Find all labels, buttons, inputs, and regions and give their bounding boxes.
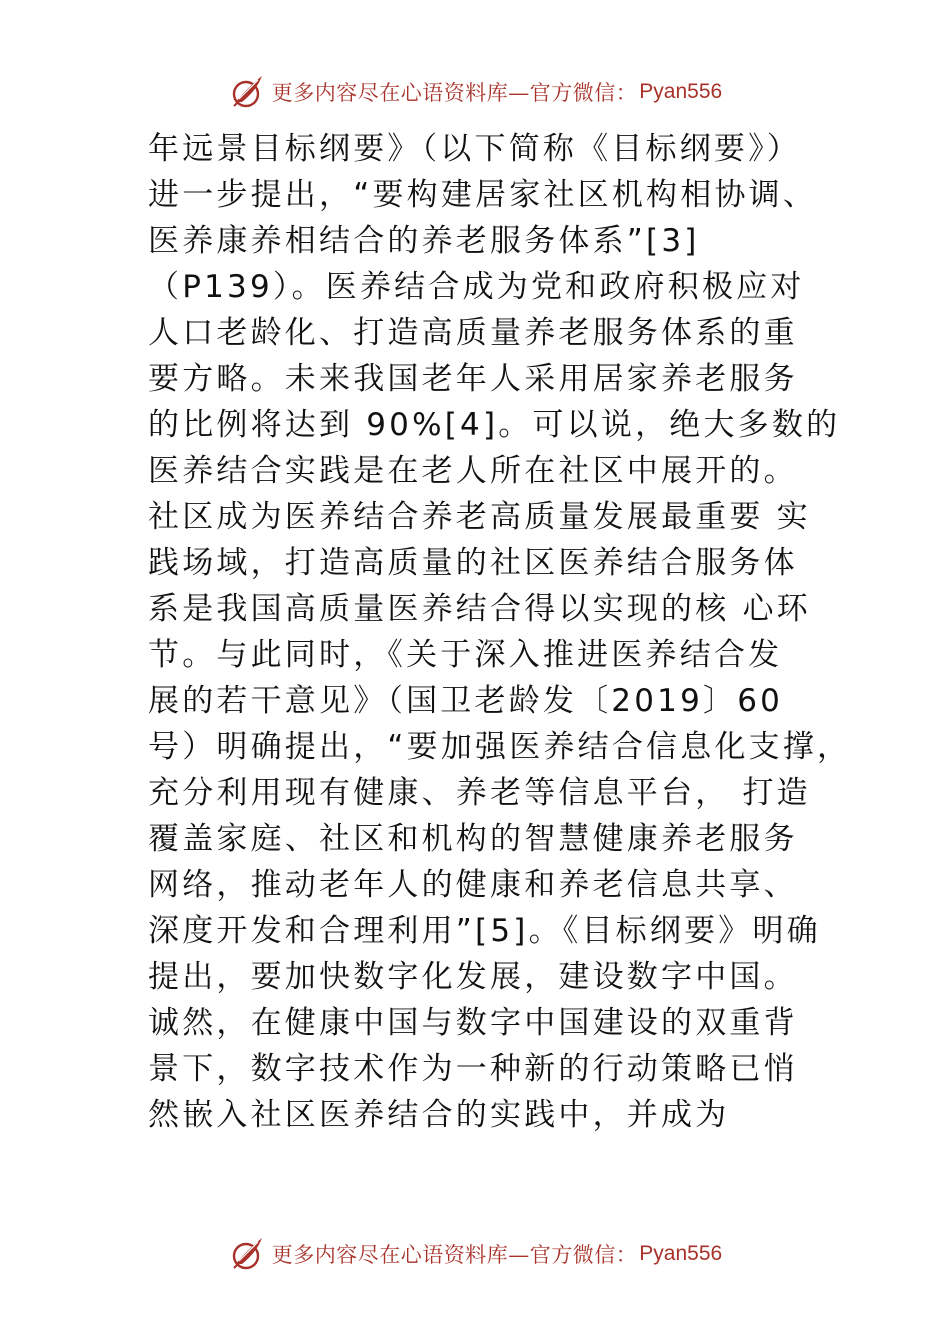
text-line: 景下，数字技术作为一种新的行动策略已悄 xyxy=(148,1051,798,1087)
text-line: 要方略。未来我国老年人采用居家养老服务 xyxy=(148,361,798,397)
text-line: 诚然，在健康中国与数字中国建设的双重背 xyxy=(148,1005,798,1041)
text-line: 深度开发和合理利用”[5]。《目标纲要》明确 xyxy=(148,913,821,949)
text-line: 人口老龄化、打造高质量养老服务体系的重 xyxy=(148,315,798,351)
quill-pen-logo-icon xyxy=(228,1234,268,1274)
quill-pen-logo-icon xyxy=(228,72,268,112)
footer-banner-text: 更多内容尽在心语资料库—官方微信： xyxy=(271,1243,638,1267)
text-line: 提出，要加快数字化发展，建设数字中国。 xyxy=(148,959,798,995)
footer-banner xyxy=(0,1232,950,1276)
body-paragraph xyxy=(148,126,852,1138)
text-line: 网络，推动老年人的健康和养老信息共享、 xyxy=(148,867,798,903)
header-banner-text: 更多内容尽在心语资料库—官方微信： xyxy=(271,81,638,105)
footer-wechat-id: Pyan556 xyxy=(639,1242,723,1265)
text-line: 号）明确提出，“要加强医养结合信息化支撑， xyxy=(148,729,852,765)
header-banner xyxy=(0,70,950,114)
text-line: 社区成为医养结合养老高质量发展最重要 实 xyxy=(148,499,811,535)
text-line: 覆盖家庭、社区和机构的智慧健康养老服务 xyxy=(148,821,798,857)
text-line: （P139）。医养结合成为党和政府积极应对 xyxy=(148,269,805,305)
text-line: 医养结合实践是在老人所在社区中展开的。 xyxy=(148,453,798,489)
text-line: 然嵌入社区医养结合的实践中，并成为 xyxy=(148,1097,730,1133)
text-line: 践场域，打造高质量的社区医养结合服务体 xyxy=(148,545,798,581)
text-line: 的比例将达到 90%[4]。可以说，绝大多数的 xyxy=(148,407,841,443)
text-line: 进一步提出，“要构建居家社区机构相协调、 xyxy=(148,177,818,213)
text-line: 展的若干意见》（国卫老龄发〔2019〕60 xyxy=(148,683,784,719)
text-line: 节。与此同时，《关于深入推进医养结合发 xyxy=(148,637,783,673)
text-line: 年远景目标纲要》（以下简称《目标纲要》） xyxy=(148,131,801,167)
text-line: 系是我国高质量医养结合得以实现的核 心环 xyxy=(148,591,811,627)
header-wechat-id: Pyan556 xyxy=(639,80,723,103)
text-line: 医养康养相结合的养老服务体系”[3] xyxy=(148,223,700,259)
text-line: 充分利用现有健康、养老等信息平台， 打造 xyxy=(148,775,811,811)
